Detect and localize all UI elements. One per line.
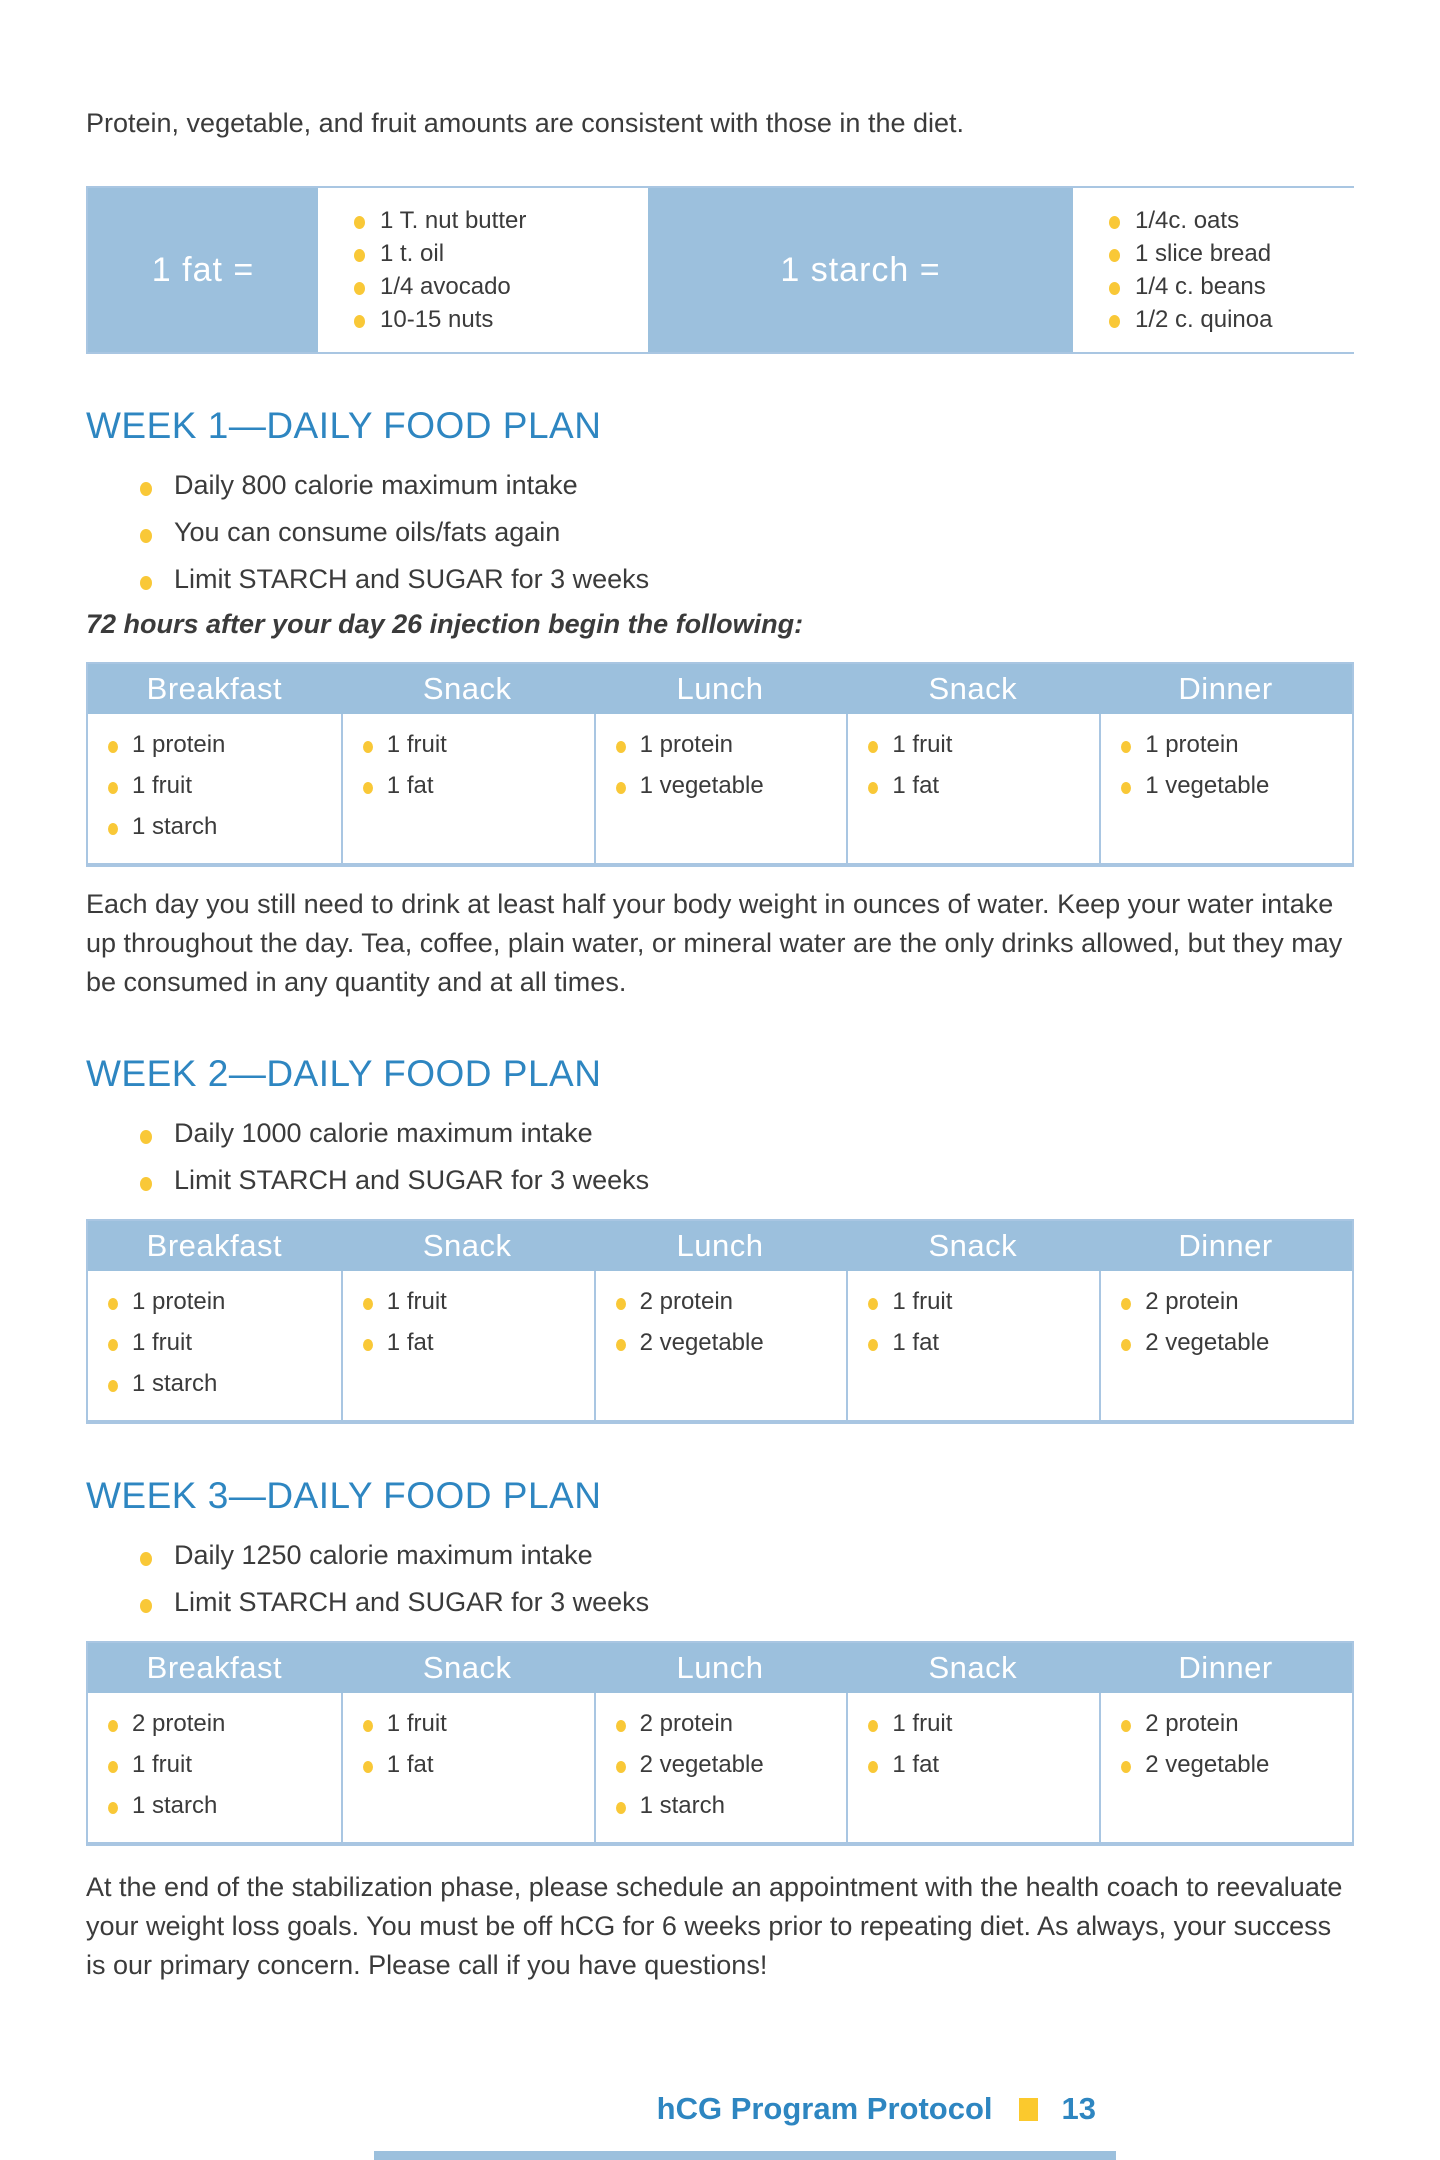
week-3-bullets xyxy=(86,1538,1354,1619)
meal-item-text: 1 fruit xyxy=(132,772,193,799)
page-footer xyxy=(86,2091,1354,2127)
bullet-icon xyxy=(363,1720,373,1732)
week-1-section xyxy=(86,404,1354,1002)
bullet-icon xyxy=(868,782,878,794)
bullet-icon xyxy=(363,741,373,753)
week-2-meal-table xyxy=(86,1219,1354,1424)
meal-item-text: 2 protein xyxy=(1145,1710,1239,1737)
meal-item xyxy=(108,1326,333,1360)
meal-item xyxy=(108,1367,333,1401)
list-item-text: Daily 800 calorie maximum intake xyxy=(174,470,578,500)
bullet-icon xyxy=(108,1720,118,1732)
meal-item xyxy=(616,1285,839,1319)
meal-item-text: 1 fat xyxy=(892,1329,940,1356)
meal-header-cell: Dinner xyxy=(1178,1650,1273,1685)
bullet-icon xyxy=(140,1599,152,1613)
bullet-icon xyxy=(616,1802,626,1814)
meal-header-cell: Breakfast xyxy=(146,671,283,706)
meal-item xyxy=(1121,1285,1344,1319)
list-item xyxy=(140,468,1354,502)
meal-item-text: 1 fruit xyxy=(892,1710,953,1737)
meal-item-text: 1 protein xyxy=(132,1288,226,1315)
list-item-text: 1/4 c. beans xyxy=(1135,273,1266,300)
list-item xyxy=(140,1538,1354,1572)
bullet-icon xyxy=(616,1761,626,1773)
meal-cell xyxy=(846,1693,1099,1842)
list-item xyxy=(354,204,638,237)
list-item-text: Limit STARCH and SUGAR for 3 weeks xyxy=(174,1165,650,1195)
meal-item-text: 1 fat xyxy=(892,1751,940,1778)
bullet-icon xyxy=(354,282,365,295)
meal-cell xyxy=(846,714,1099,863)
meal-header-cell: Snack xyxy=(422,1650,512,1685)
meal-header-cell: Snack xyxy=(422,1228,512,1263)
meal-item xyxy=(363,1707,586,1741)
list-item-text: Limit STARCH and SUGAR for 3 weeks xyxy=(174,564,650,594)
meal-item-text: 2 protein xyxy=(132,1710,226,1737)
bullet-icon xyxy=(1109,216,1120,229)
bullet-icon xyxy=(140,1130,152,1144)
meal-header-cell: Snack xyxy=(928,1228,1018,1263)
bullet-icon xyxy=(108,782,118,794)
meal-item xyxy=(868,1707,1091,1741)
bullet-icon xyxy=(868,1298,878,1310)
week-3-meal-table xyxy=(86,1641,1354,1846)
meal-item xyxy=(363,769,586,803)
list-item-text: Limit STARCH and SUGAR for 3 weeks xyxy=(174,1587,650,1617)
meal-item-text: 1 starch xyxy=(132,1370,218,1397)
meal-header-cell: Snack xyxy=(422,671,512,706)
meal-header-cell: Lunch xyxy=(676,1650,764,1685)
meal-cell xyxy=(1099,714,1352,863)
list-item-text: 1/2 c. quinoa xyxy=(1135,306,1273,333)
week-1-bullets xyxy=(86,468,1354,596)
starch-items-list xyxy=(1073,188,1356,352)
bullet-icon xyxy=(1121,1761,1131,1773)
page-number: 13 xyxy=(1061,2091,1096,2126)
meal-item xyxy=(616,1748,839,1782)
list-item xyxy=(140,1585,1354,1619)
bullet-icon xyxy=(363,782,373,794)
meal-cell xyxy=(88,714,341,863)
footer-square-icon xyxy=(1019,2098,1038,2121)
meal-item-text: 1 protein xyxy=(132,731,226,758)
bullet-icon xyxy=(1121,1339,1131,1351)
list-item-text: 1/4 avocado xyxy=(380,273,511,300)
bullet-icon xyxy=(616,1339,626,1351)
bullet-icon xyxy=(354,216,365,229)
meal-cell xyxy=(341,714,594,863)
bullet-icon xyxy=(1109,282,1120,295)
meal-item-text: 2 vegetable xyxy=(1145,1751,1270,1778)
bullet-icon xyxy=(140,1552,152,1566)
meal-item xyxy=(363,728,586,762)
meal-item xyxy=(108,1285,333,1319)
list-item xyxy=(354,303,638,336)
bullet-icon xyxy=(616,782,626,794)
meal-item xyxy=(616,769,839,803)
bullet-icon xyxy=(140,529,152,543)
week-3-title: WEEK 3—DAILY FOOD PLAN xyxy=(86,1475,602,1516)
meal-item xyxy=(363,1285,586,1319)
bullet-icon xyxy=(1121,1298,1131,1310)
meal-header-cell: Dinner xyxy=(1178,1228,1273,1263)
meal-item-text: 2 protein xyxy=(639,1710,733,1737)
list-item-text: Daily 1250 calorie maximum intake xyxy=(174,1540,593,1570)
meal-header-cell: Snack xyxy=(928,671,1018,706)
meal-header-cell: Lunch xyxy=(676,671,764,706)
bullet-icon xyxy=(354,315,365,328)
week-1-title: WEEK 1—DAILY FOOD PLAN xyxy=(86,405,602,446)
meal-item xyxy=(616,1789,839,1823)
meal-item xyxy=(108,1789,333,1823)
week-2-bullets xyxy=(86,1116,1354,1197)
bottom-accent-bar xyxy=(374,2151,1116,2160)
list-item xyxy=(1109,303,1346,336)
bullet-icon xyxy=(868,1761,878,1773)
meal-item-text: 1 fat xyxy=(386,772,434,799)
bullet-icon xyxy=(363,1298,373,1310)
meal-item-text: 1 starch xyxy=(639,1792,725,1819)
meal-table-header-row xyxy=(88,664,1352,714)
list-item-text: 1 slice bread xyxy=(1135,240,1272,267)
bullet-icon xyxy=(868,1339,878,1351)
bullet-icon xyxy=(616,1720,626,1732)
meal-item xyxy=(108,769,333,803)
meal-item xyxy=(108,1707,333,1741)
footer-title: hCG Program Protocol xyxy=(656,2091,993,2126)
bullet-icon xyxy=(1109,249,1120,262)
meal-header-cell: Lunch xyxy=(676,1228,764,1263)
meal-item-text: 1 vegetable xyxy=(1145,772,1270,799)
meal-item-text: 2 protein xyxy=(639,1288,733,1315)
meal-item xyxy=(108,1748,333,1782)
list-item xyxy=(1109,237,1346,270)
list-item-text: 10-15 nuts xyxy=(380,306,494,333)
bullet-icon xyxy=(1121,1720,1131,1732)
list-item-text: 1/4c. oats xyxy=(1135,207,1240,234)
meal-item-text: 2 protein xyxy=(1145,1288,1239,1315)
list-item xyxy=(354,270,638,303)
list-item-text: 1 T. nut butter xyxy=(380,207,527,234)
meal-cell xyxy=(594,1693,847,1842)
meal-item-text: 1 fruit xyxy=(132,1329,193,1356)
meal-cell xyxy=(1099,1693,1352,1842)
bullet-icon xyxy=(363,1339,373,1351)
meal-header-cell: Breakfast xyxy=(146,1228,283,1263)
meal-item xyxy=(1121,1707,1344,1741)
meal-item xyxy=(616,1707,839,1741)
bullet-icon xyxy=(616,1298,626,1310)
bullet-icon xyxy=(616,741,626,753)
meal-cell xyxy=(1099,1271,1352,1420)
injection-note: 72 hours after your day 26 injection begin the following: xyxy=(86,609,804,639)
bullet-icon xyxy=(108,1339,118,1351)
meal-item-text: 1 fruit xyxy=(386,1710,447,1737)
meal-item xyxy=(868,728,1091,762)
meal-item xyxy=(363,1326,586,1360)
bullet-icon xyxy=(140,482,152,496)
week-1-meal-table xyxy=(86,662,1354,867)
bullet-icon xyxy=(868,1720,878,1732)
meal-cell xyxy=(88,1693,341,1842)
meal-cell xyxy=(341,1271,594,1420)
meal-item xyxy=(868,1285,1091,1319)
week-3-section xyxy=(86,1474,1354,1846)
bullet-icon xyxy=(140,1177,152,1191)
meal-item-text: 2 vegetable xyxy=(1145,1329,1270,1356)
list-item xyxy=(1109,270,1346,303)
bullet-icon xyxy=(108,1802,118,1814)
meal-item-text: 1 vegetable xyxy=(639,772,764,799)
meal-header-cell: Breakfast xyxy=(146,1650,283,1685)
meal-item-text: 1 starch xyxy=(132,1792,218,1819)
meal-table-header-row xyxy=(88,1221,1352,1271)
meal-item-text: 1 protein xyxy=(639,731,733,758)
meal-item xyxy=(868,1326,1091,1360)
bullet-icon xyxy=(1121,782,1131,794)
bullet-icon xyxy=(108,741,118,753)
meal-item-text: 1 fat xyxy=(892,772,940,799)
meal-cell xyxy=(88,1271,341,1420)
meal-item xyxy=(616,728,839,762)
bullet-icon xyxy=(108,1380,118,1392)
meal-item xyxy=(868,769,1091,803)
meal-item xyxy=(108,810,333,844)
meal-item xyxy=(363,1748,586,1782)
meal-item-text: 1 protein xyxy=(1145,731,1239,758)
week-2-section xyxy=(86,1052,1354,1424)
meal-header-cell: Dinner xyxy=(1178,671,1273,706)
meal-cell xyxy=(341,1693,594,1842)
list-item xyxy=(1109,204,1346,237)
meal-item-text: 1 fruit xyxy=(892,731,953,758)
bullet-icon xyxy=(868,741,878,753)
meal-item-text: 1 fruit xyxy=(132,1751,193,1778)
meal-header-cell: Snack xyxy=(928,1650,1018,1685)
bullet-icon xyxy=(1109,315,1120,328)
food-equivalents-table xyxy=(86,186,1354,354)
list-item-text: You can consume oils/fats again xyxy=(174,517,561,547)
list-item-text: Daily 1000 calorie maximum intake xyxy=(174,1118,593,1148)
bullet-icon xyxy=(1121,741,1131,753)
list-item xyxy=(140,1163,1354,1197)
meal-item xyxy=(1121,769,1344,803)
meal-item xyxy=(1121,1326,1344,1360)
meal-cell xyxy=(594,714,847,863)
meal-item xyxy=(1121,728,1344,762)
bullet-icon xyxy=(354,249,365,262)
list-item xyxy=(140,562,1354,596)
week-2-title: WEEK 2—DAILY FOOD PLAN xyxy=(86,1053,602,1094)
bullet-icon xyxy=(108,1761,118,1773)
meal-item-text: 2 vegetable xyxy=(639,1329,764,1356)
meal-item xyxy=(616,1326,839,1360)
meal-item xyxy=(868,1748,1091,1782)
closing-paragraph: At the end of the stabilization phase, please schedule an appointment with the health coach to reevaluate your weight loss goals. You must be off hCG for 6 weeks prior to repeating diet. As always, your success is our primary concern. Please call if you have questions! xyxy=(86,1872,1343,1980)
bullet-icon xyxy=(363,1761,373,1773)
meal-table-header-row xyxy=(88,1643,1352,1693)
meal-cell xyxy=(846,1271,1099,1420)
meal-item-text: 2 vegetable xyxy=(639,1751,764,1778)
meal-item-text: 1 fat xyxy=(386,1751,434,1778)
starch-label-cell: 1 starch = xyxy=(648,188,1073,352)
meal-cell xyxy=(594,1271,847,1420)
meal-item-text: 1 fruit xyxy=(386,731,447,758)
water-paragraph: Each day you still need to drink at least half your body weight in ounces of water. Keep your water intake up throughout the day. Tea, coffee, plain water, or mineral water are the only drinks allowed, but they may be consumed in any quantity and at all times. xyxy=(86,889,1343,997)
bullet-icon xyxy=(108,1298,118,1310)
list-item xyxy=(354,237,638,270)
meal-item-text: 1 fruit xyxy=(892,1288,953,1315)
list-item xyxy=(140,515,1354,549)
meal-item-text: 1 fat xyxy=(386,1329,434,1356)
list-item-text: 1 t. oil xyxy=(380,240,445,267)
meal-item-text: 1 starch xyxy=(132,813,218,840)
intro-text: Protein, vegetable, and fruit amounts are consistent with those in the diet. xyxy=(86,108,965,138)
bullet-icon xyxy=(140,576,152,590)
meal-item xyxy=(108,728,333,762)
meal-table-body-row xyxy=(88,1693,1352,1842)
fat-items-list xyxy=(318,188,648,352)
bullet-icon xyxy=(108,823,118,835)
fat-label-cell: 1 fat = xyxy=(88,188,318,352)
meal-table-body-row xyxy=(88,1271,1352,1420)
meal-item-text: 1 fruit xyxy=(386,1288,447,1315)
meal-item xyxy=(1121,1748,1344,1782)
list-item xyxy=(140,1116,1354,1150)
meal-table-body-row xyxy=(88,714,1352,863)
